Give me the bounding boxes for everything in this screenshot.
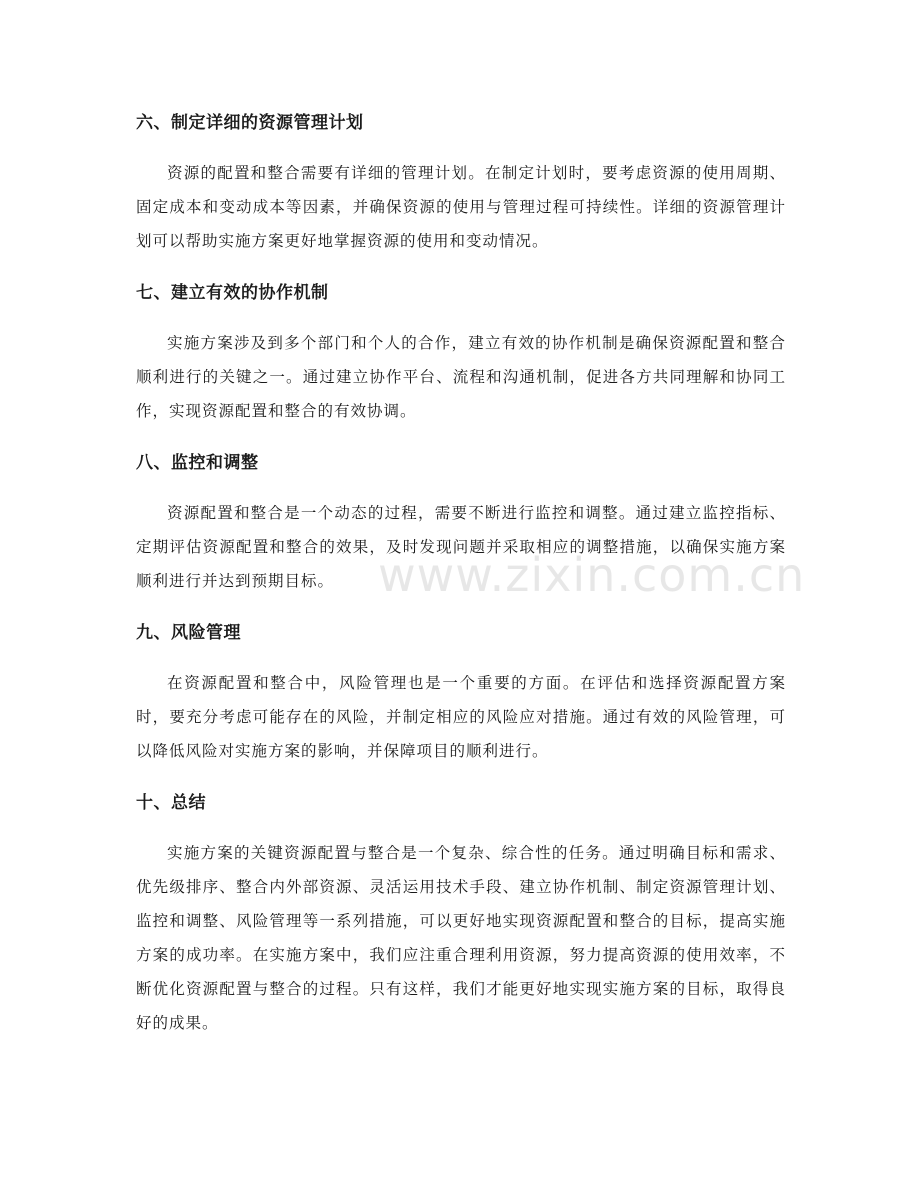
section-6 [136,106,786,258]
section-heading: 十、总结 [136,793,206,813]
document-body [136,106,786,1058]
section-heading: 九、风险管理 [136,623,241,643]
section-10 [136,786,786,1040]
section-8 [136,446,786,598]
watermark: www.zixin.com.cn [378,548,806,602]
section-heading: 七、建立有效的协作机制 [136,283,329,303]
section-heading: 八、监控和调整 [136,453,259,473]
section-paragraph: 资源配置和整合是一个动态的过程，需要不断进行监控和调整。通过建立监控指标、定期评估资源配置和整合的效果，及时发现问题并采取相应的调整措施，以确保实施方案顺利进行并达到预期目标。 [136,504,786,590]
section-paragraph: 实施方案涉及到多个部门和个人的合作，建立有效的协作机制是确保资源配置和整合顺利进行的关键之一。通过建立协作平台、流程和沟通机制，促进各方共同理解和协同工作，实现资源配置和整合的有效协调。 [136,334,786,420]
section-paragraph: 在资源配置和整合中，风险管理也是一个重要的方面。在评估和选择资源配置方案时，要充分考虑可能存在的风险，并制定相应的风险应对措施。通过有效的风险管理，可以降低风险对实施方案的影响，并保障项目的顺利进行。 [136,674,786,760]
section-7 [136,276,786,428]
section-paragraph: 资源的配置和整合需要有详细的管理计划。在制定计划时，要考虑资源的使用周期、固定成本和变动成本等因素，并确保资源的使用与管理过程可持续性。详细的资源管理计划可以帮助实施方案更好地掌握资源的使用和变动情况。 [136,164,786,250]
section-paragraph: 实施方案的关键资源配置与整合是一个复杂、综合性的任务。通过明确目标和需求、优先级排序、整合内外部资源、灵活运用技术手段、建立协作机制、制定资源管理计划、监控和调整、风险管理等一系列措施，可以更好地实现资源配置和整合的目标，提高实施方案的成功率。在实施方案中，我们应注重合理利用资源，努力提高资源的使用效率，不断优化资源配置与整合的过程。只有这样，我们才能更好地实现实施方案的目标，取得良好的成果。 [136,844,786,1032]
section-9 [136,616,786,768]
section-heading: 六、制定详细的资源管理计划 [136,113,364,133]
